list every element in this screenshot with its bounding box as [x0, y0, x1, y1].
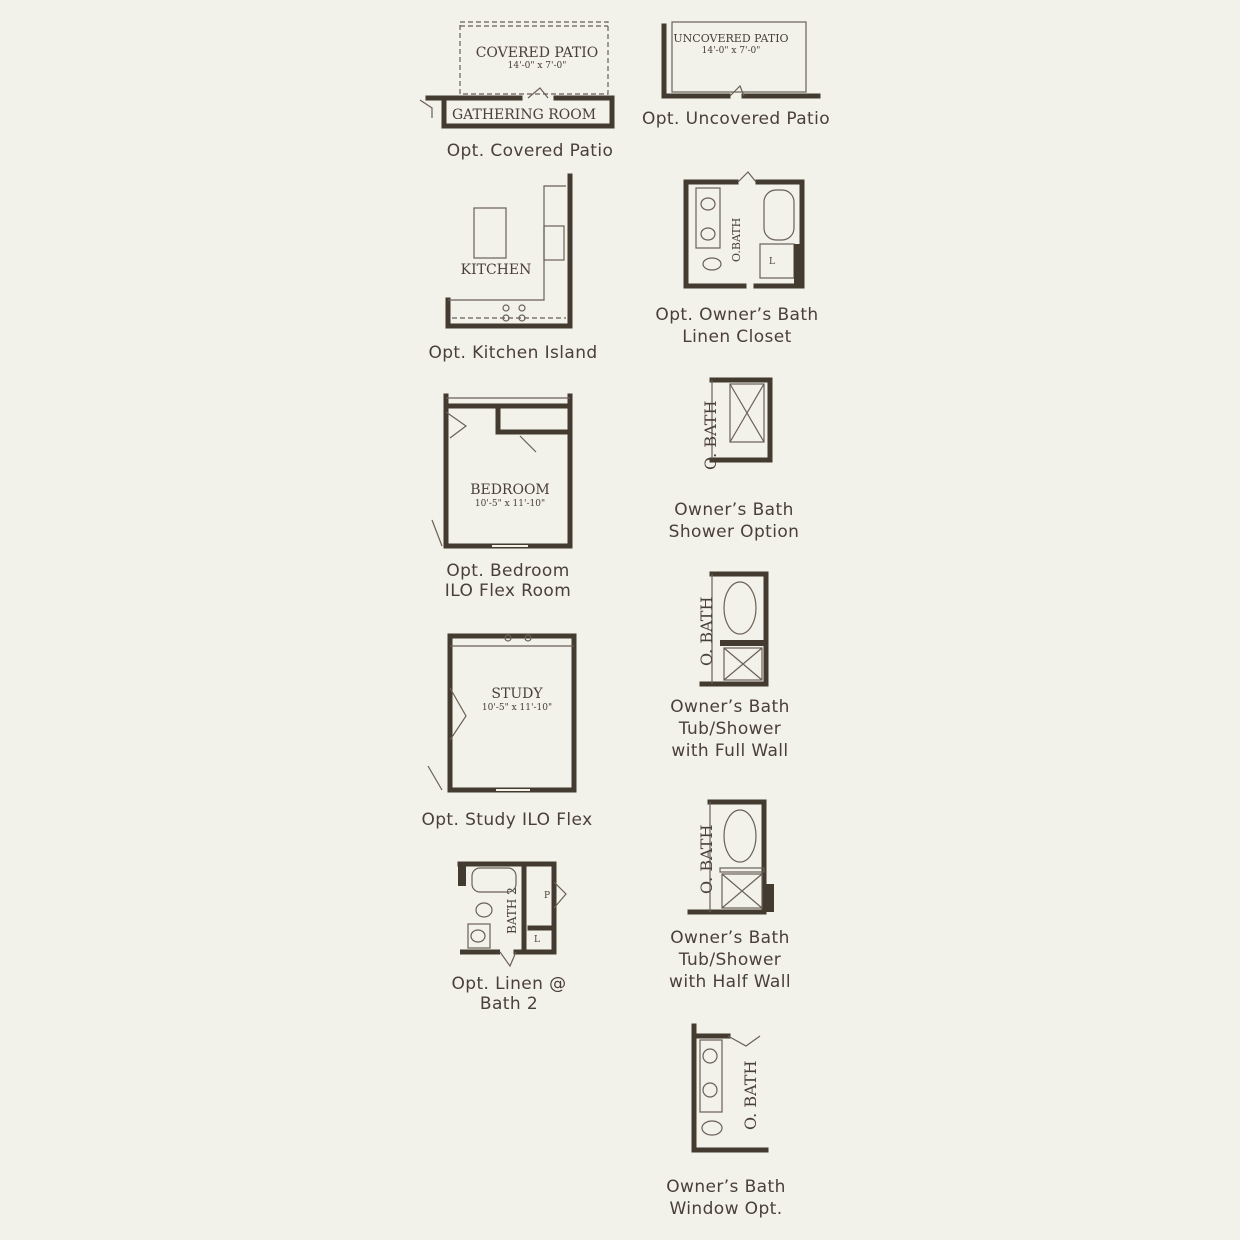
caption-line: Owner’s Bath: [670, 928, 790, 948]
bathtub: [724, 582, 756, 634]
caption-kitchen-island: [413, 342, 613, 364]
kitchen-sink: [544, 226, 564, 260]
caption-line: Opt. Linen @: [451, 974, 567, 994]
study-dimensions: 10'-5" x 11'-10": [481, 703, 553, 713]
shower-option-bath-label: O. BATH: [701, 400, 720, 470]
full-wall: [720, 640, 764, 646]
owners-bath-label: O.BATH: [730, 217, 743, 262]
linen-label: L: [534, 935, 540, 945]
caption-line: Opt. Study ILO Flex: [421, 810, 593, 830]
caption-line: Opt. Bedroom: [446, 561, 570, 581]
covered-patio-dimensions: 14'-0" x 7'-0": [507, 61, 567, 71]
bedroom-plan: [432, 396, 570, 546]
study-label: STUDY: [491, 686, 543, 702]
caption-line: with Half Wall: [669, 972, 791, 992]
tub-half-wall-plan: [690, 802, 774, 912]
bathtub: [724, 810, 756, 862]
caption-line: Window Opt.: [669, 1199, 783, 1219]
caption-study: [407, 809, 607, 831]
caption-line: Owner’s Bath: [666, 1177, 786, 1197]
linen-closet-label: L: [769, 257, 775, 267]
tub-full-wall-plan: [697, 574, 766, 684]
tub-half-wall-bath-label: O. BATH: [697, 824, 716, 894]
caption-line: Opt. Owner’s Bath: [655, 305, 819, 325]
study-walls: [450, 636, 574, 790]
kitchen-label: KITCHEN: [460, 262, 532, 278]
caption-line: Tub/Shower: [678, 950, 782, 970]
caption-window-opt: [626, 1176, 826, 1220]
owners-bath-linen-plan: [686, 172, 802, 286]
caption-line: Bath 2: [479, 994, 539, 1014]
bedroom-label: BEDROOM: [470, 482, 550, 498]
caption-line: Opt. Uncovered Patio: [641, 109, 831, 129]
shower-option-walls: [712, 380, 770, 460]
caption-line: Tub/Shower: [678, 719, 782, 739]
kitchen-island-plan: [448, 176, 570, 326]
pantry-label: P: [543, 891, 551, 901]
caption-line: ILO Flex Room: [444, 581, 572, 601]
kitchen-counter: [448, 186, 566, 300]
kitchen-walls: [448, 176, 570, 326]
toilet: [702, 1121, 722, 1135]
caption-line: Opt. Covered Patio: [446, 141, 614, 161]
bathtub: [764, 190, 794, 240]
linen-bath2-plan: [458, 864, 566, 966]
caption-owners-bath-linen: [632, 304, 842, 348]
caption-shower-option: [634, 499, 834, 543]
caption-tub-full-wall: [630, 696, 830, 762]
caption-uncovered-patio: [636, 108, 836, 130]
tub-full-wall-bath-label: O. BATH: [697, 596, 716, 666]
bath2-label: BATH 2: [505, 887, 519, 934]
caption-line: with Full Wall: [671, 741, 789, 761]
caption-line: Owner’s Bath: [674, 500, 794, 520]
study-plan: [428, 635, 574, 790]
window-opt-plan: [694, 1026, 766, 1150]
uncovered-patio-label: UNCOVERED PATIO: [673, 32, 789, 45]
caption-tub-half-wall: [630, 927, 830, 993]
owners-bath-walls: [686, 182, 802, 286]
covered-patio-plan: [420, 22, 612, 126]
window-opt-bath-label: O. BATH: [741, 1060, 760, 1130]
caption-line: Linen Closet: [682, 327, 792, 347]
caption-line: Opt. Kitchen Island: [428, 343, 598, 363]
caption-line: Owner’s Bath: [670, 697, 790, 717]
half-wall: [720, 868, 764, 872]
vanity: [696, 188, 720, 248]
gathering-room-label: GATHERING ROOM: [451, 107, 597, 123]
covered-patio-label: COVERED PATIO: [475, 45, 599, 61]
uncovered-patio-dimensions: 14'-0" x 7'-0": [701, 46, 761, 56]
caption-line: Shower Option: [668, 522, 800, 542]
shower-option-plan: [701, 380, 770, 470]
caption-bedroom: [408, 561, 608, 601]
caption-linen-bath2: [409, 974, 609, 1014]
bedroom-walls: [446, 396, 570, 546]
uncovered-patio-plan: [664, 22, 818, 96]
double-vanity: [700, 1040, 722, 1112]
patio-door-swing: [528, 88, 548, 98]
caption-covered-patio: [430, 140, 630, 162]
bedroom-dimensions: 10'-5" x 11'-10": [474, 499, 546, 509]
kitchen-island: [474, 208, 506, 258]
linen-closet: [760, 244, 794, 278]
